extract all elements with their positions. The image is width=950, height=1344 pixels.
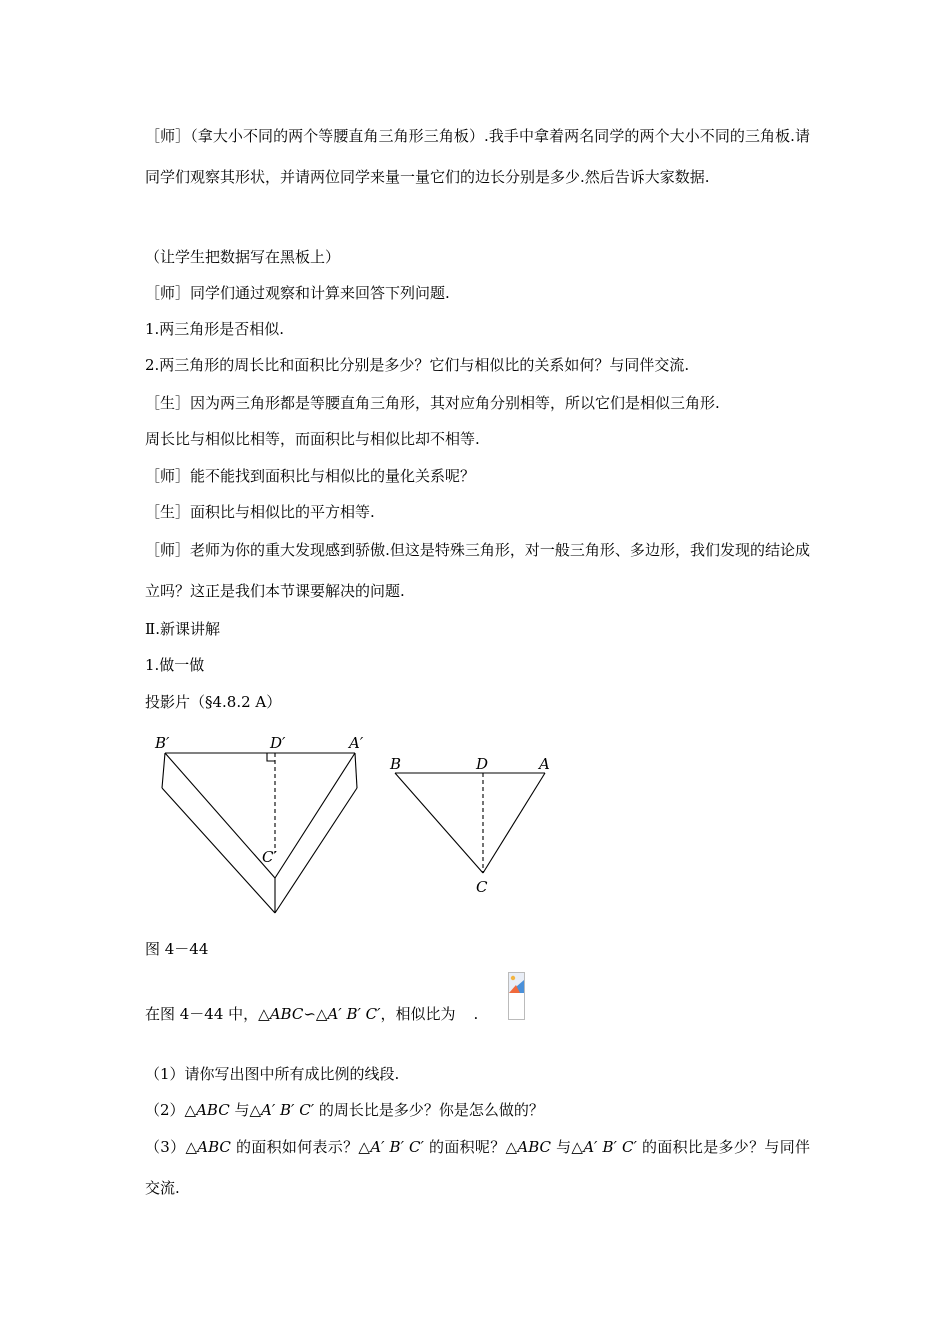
label-b-prime: B′ xyxy=(155,734,170,752)
paragraph-teacher-followup: ［师］能不能找到面积比与相似比的量化关系呢？ xyxy=(145,467,476,485)
paragraph-teacher-conclusion: ［师］老师为你的重大发现感到骄傲.但这是特殊三角形，对一般三角形、多边形，我们发现的结论成立吗？这正是我们本节课要解决的问题. xyxy=(145,541,810,600)
section-heading: Ⅱ.新课讲解 xyxy=(145,620,220,638)
label-a: A xyxy=(539,755,550,773)
q3-text-i: 的面积比是多少？与同伴交流. xyxy=(145,1138,811,1197)
question-similar-ratio xyxy=(145,1004,810,1024)
label-b: B xyxy=(390,755,402,773)
label-d-prime: D′ xyxy=(270,734,286,752)
slide-reference: 投影片（§4.8.2 A） xyxy=(145,693,282,711)
paragraph-student-answer-2: 周长比与相似比相等，而面积比与相似比却不相等. xyxy=(145,430,480,448)
subsection-heading: 1.做一做 xyxy=(145,656,205,674)
figure-caption: 图 4－44 xyxy=(145,940,209,958)
q0-abc-prime: A′ B′ C′ xyxy=(327,1005,381,1023)
paragraph-teacher-intro: ［师］（拿大小不同的两个等腰直角三角形三角板）.我手中拿着两名同学的两个大小不同的三角板.请同学们观察其形状，并请两位同学来量一量它们的边长分别是多少.然后告诉大家数据. xyxy=(145,127,810,186)
q3-text-a: （3）△ xyxy=(145,1138,198,1156)
q2-text-e: 的周长比是多少？你是怎么做的？ xyxy=(314,1101,544,1119)
q0-text-a: 在图 4－44 中，△ xyxy=(145,1005,270,1023)
q2-text-c: 与△ xyxy=(229,1101,262,1119)
q0-abc: ABC xyxy=(269,1005,304,1023)
paragraph-student-answer-1: ［生］因为两三角形都是等腰直角三角形，其对应角分别相等，所以它们是相似三角形. xyxy=(145,394,720,412)
q2-text-a: （2）△ xyxy=(145,1101,197,1119)
q3-abc-2: ABC xyxy=(517,1138,551,1156)
large-triangle xyxy=(162,753,357,913)
small-triangle xyxy=(395,773,545,873)
q2-abc-prime: A′ B′ C′ xyxy=(261,1101,315,1119)
q0-text-c: ∽△ xyxy=(303,1005,328,1023)
paragraph-students-write: （让学生把数据写在黑板上） xyxy=(145,248,341,266)
q3-text-g: 与△ xyxy=(551,1138,584,1156)
q0-text-e: ，相似比为 xyxy=(380,1005,456,1023)
question-list-segments: （1）请你写出图中所有成比例的线段. xyxy=(145,1065,400,1083)
q2-abc: ABC xyxy=(196,1101,230,1119)
label-a-prime: A′ xyxy=(349,734,364,752)
q0-text-f: . xyxy=(473,1005,479,1023)
label-c-prime: C′ xyxy=(262,848,277,866)
question-area-ratio xyxy=(145,1127,810,1209)
q3-text-e: 的面积呢？△ xyxy=(423,1138,518,1156)
label-c: C xyxy=(476,878,488,896)
q3-text-c: 的面积如何表示？△ xyxy=(230,1138,371,1156)
similar-triangles-figure xyxy=(145,728,575,918)
question-1: 1.两三角形是否相似. xyxy=(145,320,285,338)
paragraph-teacher-question: ［师］同学们通过观察和计算来回答下列问题. xyxy=(145,284,450,302)
q3-abc: ABC xyxy=(197,1138,231,1156)
broken-image-icon xyxy=(508,972,525,1020)
question-2: 2.两三角形的周长比和面积比分别是多少？它们与相似比的关系如何？与同伴交流. xyxy=(145,356,690,374)
paragraph-student-answer-3: ［生］面积比与相似比的平方相等. xyxy=(145,503,375,521)
q3-abc-prime-2: A′ B′ C′ xyxy=(583,1138,637,1156)
q3-abc-prime: A′ B′ C′ xyxy=(370,1138,424,1156)
question-perimeter-ratio xyxy=(145,1100,810,1120)
label-d: D xyxy=(476,755,489,773)
